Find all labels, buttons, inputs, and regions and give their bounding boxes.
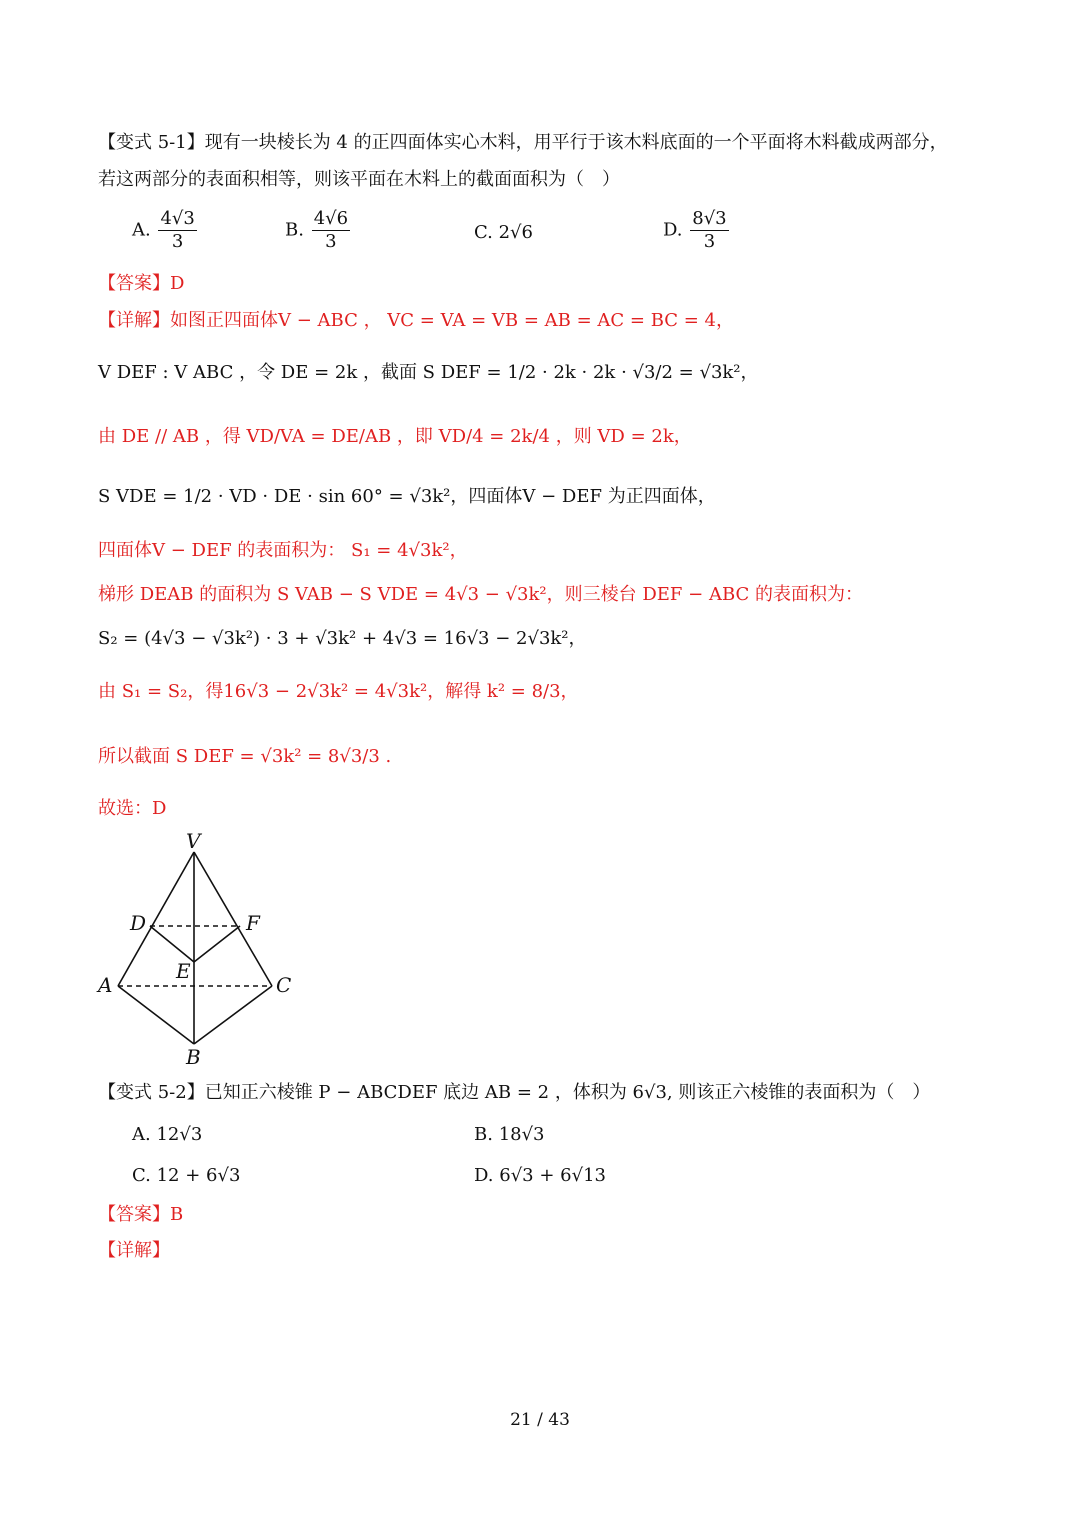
q1-option-c: C. 2√6 (474, 222, 533, 243)
q1-detail-line7: S₂ = (4√3 − √3k²) · 3 + √3k² + 4√3 = 16√3 − 2√3k²， (98, 628, 587, 649)
q1-detail-line1: 【详解】如图正四面体V − ABC ， VC = VA = VB = AB = AC = BC = 4， (98, 310, 735, 331)
edge-ab (118, 986, 194, 1044)
q1-stem-line2: 若这两部分的表面积相等，则该平面在木料上的截面面积为（ ） (98, 169, 620, 190)
q1-answer: 【答案】D (98, 273, 185, 294)
tetrahedron-figure (90, 826, 310, 1076)
q2-stem: 【变式 5-2】已知正六棱锥 P − ABCDEF 底边 AB = 2 ，体积为 6√3, 则该正六棱锥的表面积为（ ） (98, 1082, 931, 1103)
q1-stem-line1: 【变式 5-1】现有一块棱长为 4 的正四面体实心木料，用平行于该木料底面的一个平面将木料截成两部分， (98, 132, 948, 153)
q2-option-c: C. 12 + 6√3 (132, 1165, 241, 1186)
label-c: C (276, 973, 292, 997)
q1-choice: 故选：D (98, 798, 167, 819)
q1-detail-line2: V DEF : V ABC ，令 DE = 2k ，截面 S DEF = 1/2 · 2k · 2k · √3/2 = √3k²， (98, 362, 759, 383)
q1-option-d: D. $\frac{8√3}{3}$ (663, 208, 727, 252)
q1-detail-line3: 由 DE // AB ，得 VD/VA = DE/AB ，即 VD/4 = 2k/4 ，则 VD = 2k， (98, 426, 692, 447)
label-f: F (246, 911, 260, 935)
label-e: E (176, 959, 191, 983)
edge-fe (194, 926, 240, 962)
q1-detail-line6: 梯形 DEAB 的面积为 S VAB − S VDE = 4√3 − √3k²，则三棱台 DEF − ABC 的表面积为： (98, 584, 863, 605)
q2-option-a: A. 12√3 (132, 1124, 203, 1145)
q2-detail: 【详解】 (98, 1240, 170, 1261)
edge-de (150, 926, 194, 962)
q1-option-a: A. $\frac{4√3}{3}$ (132, 208, 195, 252)
label-b: B (186, 1045, 201, 1069)
q1-detail-line8: 由 S₁ = S₂，得16√3 − 2√3k² = 4√3k²，解得 k² = 8/3， (98, 681, 579, 702)
q2-option-b: B. 18√3 (474, 1124, 545, 1145)
page-number: 21 / 43 (510, 1410, 570, 1430)
q1-detail-line4: S VDE = 1/2 · VD · DE · sin 60° = √3k²，四面体V − DEF 为正四面体， (98, 486, 716, 507)
q2-option-d: D. 6√3 + 6√13 (474, 1165, 606, 1186)
q2-answer: 【答案】B (98, 1204, 184, 1225)
edge-cb (194, 986, 272, 1044)
label-d: D (130, 911, 147, 935)
q1-detail-line5: 四面体V − DEF 的表面积为： S₁ = 4√3k²， (98, 540, 468, 561)
label-v: V (186, 829, 201, 853)
q1-option-b: B. $\frac{4√6}{3}$ (285, 208, 349, 252)
label-a: A (98, 973, 113, 997)
edge-vc (194, 852, 272, 986)
q1-detail-line9: 所以截面 S DEF = √3k² = 8√3/3 . (98, 746, 392, 767)
